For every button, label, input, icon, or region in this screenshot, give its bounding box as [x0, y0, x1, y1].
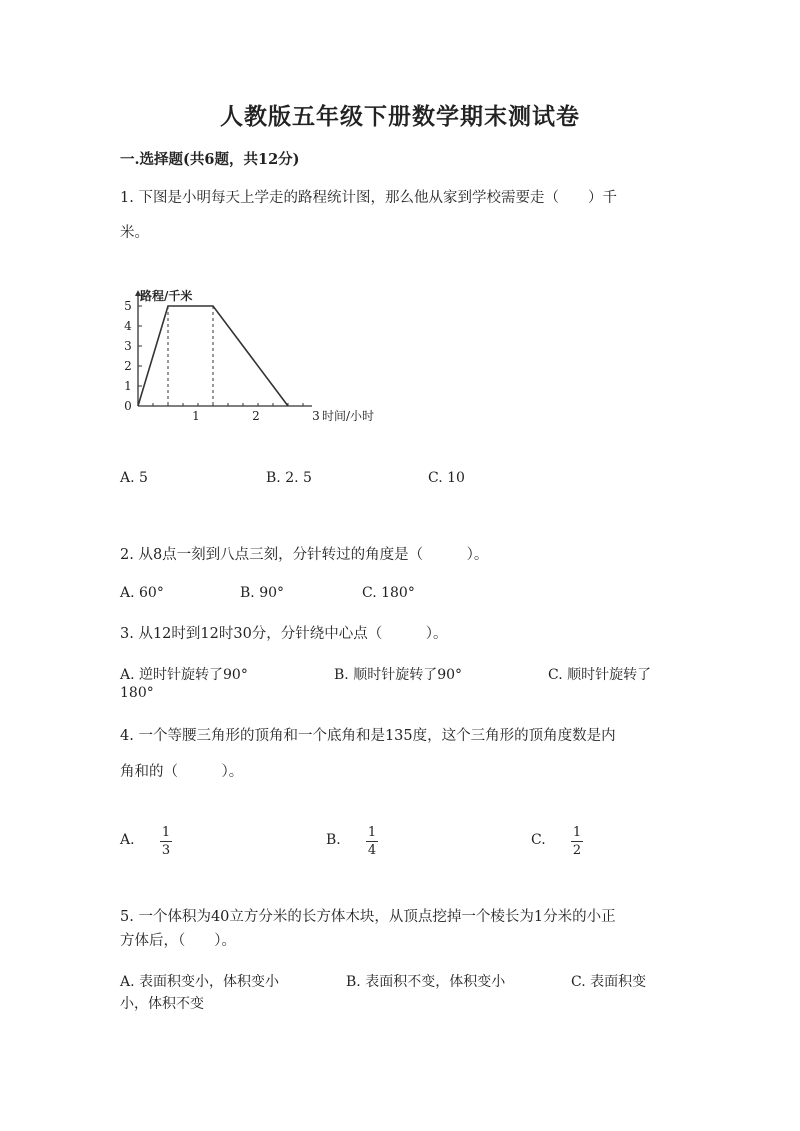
x-axis-label: 时间/小时: [322, 409, 375, 423]
x-tick-label: 3: [312, 409, 320, 423]
x-tick-label: 2: [252, 409, 260, 423]
question-1-line-1: 1. 下图是小明每天上学走的路程统计图，那么他从家到学校需要走（ ）千: [120, 190, 617, 206]
question-5-line-1: 5. 一个体积为40立方分米的长方体木块，从顶点挖掉一个棱长为1分米的小正: [120, 909, 616, 925]
q4-option-c-fraction: [571, 825, 583, 858]
fraction-denominator: 3: [161, 843, 171, 858]
question-3-text: 3. 从12时到12时30分，分针绕中心点（ ）。: [120, 626, 448, 642]
distance-time-chart: [112, 276, 412, 426]
question-5-line-2: 方体后，（ ）。: [120, 933, 236, 949]
y-axis-label: 路程/千米: [140, 289, 193, 303]
q4-option-c-label: C.: [531, 832, 546, 848]
q4-option-b-label: B.: [326, 832, 341, 848]
fraction-numerator: 1: [161, 825, 171, 840]
fraction-denominator: 2: [572, 843, 582, 858]
y-tick-label: 1: [124, 379, 132, 393]
fraction-bar: [571, 841, 583, 842]
x-tick-label: 1: [192, 409, 200, 423]
page-title: 人教版五年级下册数学期末测试卷: [220, 103, 580, 130]
question-1-line-2: 米。: [120, 225, 149, 241]
q4-option-a-label: A.: [120, 832, 135, 848]
q4-option-b-fraction: [366, 825, 378, 858]
q1-option-c: C. 10: [428, 470, 465, 486]
q3-option-a: A. 逆时针旋转了90°: [120, 667, 248, 683]
q1-option-b: B. 2. 5: [266, 470, 312, 486]
section-heading: 一.选择题(共6题，共12分): [120, 151, 300, 168]
y-tick-label: 5: [124, 299, 132, 313]
y-tick-label: 3: [124, 339, 132, 353]
q1-option-a: A. 5: [120, 470, 148, 486]
question-2-text: 2. 从8点一刻到八点三刻，分针转过的角度是（ ）。: [120, 547, 489, 563]
q5-option-c: C. 表面积变: [571, 974, 647, 990]
question-4-line-2: 角和的（ ）。: [120, 764, 244, 780]
fraction-bar: [366, 841, 378, 842]
q4-option-a-fraction: [160, 825, 172, 858]
q5-option-a: A. 表面积变小，体积变小: [120, 974, 280, 990]
q3-option-c: C. 顺时针旋转了: [548, 667, 652, 683]
question-4-line-1: 4. 一个等腰三角形的顶角和一个底角和是135度，这个三角形的顶角度数是内: [120, 728, 616, 744]
fraction-denominator: 4: [367, 843, 377, 858]
fraction-bar: [160, 841, 172, 842]
q3-option-c-continued: 180°: [120, 685, 154, 701]
fraction-numerator: 1: [367, 825, 377, 840]
q2-option-c: C. 180°: [362, 585, 415, 601]
fraction-numerator: 1: [572, 825, 582, 840]
q2-option-a: A. 60°: [120, 585, 164, 601]
y-tick-label: 0: [124, 399, 132, 413]
q2-option-b: B. 90°: [240, 585, 285, 601]
q5-option-c-continued: 小，体积不变: [120, 996, 204, 1012]
q3-option-b: B. 顺时针旋转了90°: [334, 667, 463, 683]
q5-option-b: B. 表面积不变，体积变小: [346, 974, 506, 990]
y-tick-label: 2: [124, 359, 132, 373]
y-tick-label: 4: [124, 319, 132, 333]
